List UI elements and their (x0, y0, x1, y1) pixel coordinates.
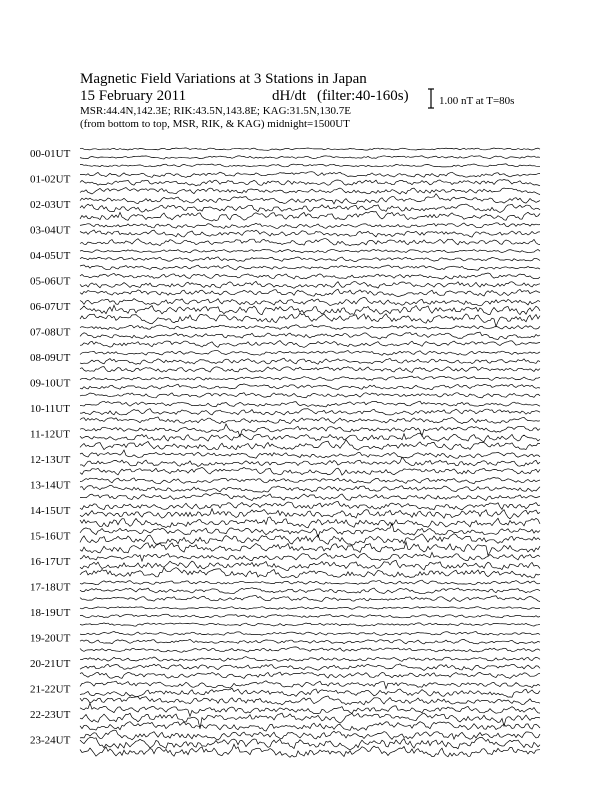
trace-kag (80, 501, 540, 509)
hour-label: 15-16UT (30, 530, 71, 543)
hour-label: 22-23UT (30, 709, 71, 721)
trace-rik (80, 664, 540, 671)
trace-rik (80, 156, 540, 159)
trace-msr (80, 440, 540, 450)
trace-msr (80, 341, 540, 348)
trace-kag (80, 478, 540, 484)
chart-date: 15 February 2011 (80, 88, 187, 104)
trace-rik (80, 433, 540, 442)
hour-label: 23-24UT (30, 734, 71, 747)
trace-kag (80, 223, 540, 229)
trace-rik (80, 257, 540, 262)
trace-kag (80, 657, 540, 662)
hour-label: 18-19UT (30, 607, 71, 619)
hour-label: 05-06UT (30, 275, 71, 288)
trace-rik (80, 384, 540, 390)
hour-label: 14-15UT (30, 505, 71, 517)
hour-label: 12-13UT (30, 454, 71, 466)
trace-kag (80, 681, 540, 689)
trace-kag (80, 424, 540, 437)
hour-label: 11-12UT (30, 428, 70, 441)
trace-rik (80, 509, 540, 519)
hour-label: 03-04UT (30, 224, 71, 237)
trace-rik (80, 614, 540, 618)
trace-msr (80, 568, 540, 578)
trace-kag (80, 194, 540, 204)
trace-rik (80, 332, 540, 339)
trace-kag (80, 376, 540, 380)
trace-msr (80, 623, 540, 626)
trace-rik (80, 230, 540, 237)
trace-rik (80, 457, 540, 466)
trace-order-note: (from bottom to top, MSR, RIK, & KAG) midnight=1500UT (80, 118, 350, 130)
trace-msr (80, 393, 540, 398)
trace-msr (80, 596, 540, 602)
trace-msr (80, 672, 540, 678)
trace-msr (80, 696, 540, 705)
trace-rik (80, 713, 540, 729)
trace-kag (80, 148, 540, 151)
hour-label: 07-08UT (30, 326, 71, 339)
trace-rik (80, 281, 540, 288)
trace-rik (80, 560, 540, 570)
trace-rik (80, 485, 540, 492)
trace-kag (80, 325, 540, 330)
station-list: MSR:44.4N,142.3E; RIK:43.5N,143.8E; KAG:31.5N,130.7E (80, 105, 352, 117)
trace-rik (80, 534, 540, 545)
hour-label: 21-22UT (30, 683, 71, 696)
trace-rik (80, 180, 540, 186)
trace-kag (80, 273, 540, 279)
hour-label: 00-01UT (30, 148, 71, 160)
chart-filter: (filter:40-160s) (317, 88, 409, 104)
trace-msr (80, 417, 540, 424)
hour-label: 16-17UT (30, 556, 71, 568)
trace-rik (80, 588, 540, 594)
trace-rik (80, 204, 540, 213)
hour-label: 06-07UT (30, 301, 71, 313)
hour-label: 01-02UT (30, 173, 71, 186)
trace-kag (80, 703, 540, 716)
hour-label: 20-21UT (30, 658, 71, 670)
trace-msr (80, 265, 540, 270)
scale-bar (428, 89, 434, 108)
trace-kag (80, 249, 540, 252)
trace-msr (80, 493, 540, 501)
trace-msr (80, 517, 540, 528)
trace-kag (80, 730, 540, 740)
trace-msr (80, 188, 540, 195)
hour-label: 08-09UT (30, 352, 71, 364)
trace-rik (80, 639, 540, 644)
trace-rik (80, 358, 540, 364)
trace-kag (80, 580, 540, 585)
hour-label: 17-18UT (30, 581, 71, 594)
trace-kag (80, 297, 540, 306)
trace-kag (80, 401, 540, 407)
trace-msr (80, 467, 540, 475)
trace-kag (80, 552, 540, 561)
trace-kag (80, 172, 540, 178)
trace-msr (80, 313, 540, 326)
trace-msr (80, 164, 540, 167)
trace-msr (80, 722, 540, 732)
hour-label: 19-20UT (30, 632, 71, 645)
trace-msr (80, 239, 540, 246)
scale-bar-label: 1.00 nT at T=80s (439, 95, 515, 107)
trace-msr (80, 367, 540, 373)
trace-kag (80, 607, 540, 610)
trace-kag (80, 632, 540, 636)
hour-label: 02-03UT (30, 199, 71, 211)
chart-component: dH/dt (272, 88, 307, 104)
trace-rik (80, 688, 540, 697)
trace-msr (80, 542, 540, 555)
hour-label: 13-14UT (30, 479, 71, 492)
trace-msr (80, 647, 540, 652)
trace-rik (80, 409, 540, 415)
hour-label: 10-11UT (30, 403, 70, 415)
trace-msr (80, 211, 540, 221)
chart-title: Magnetic Field Variations at 3 Stations in Japan (80, 71, 367, 87)
hour-label: 09-10UT (30, 377, 71, 390)
trace-kag (80, 450, 540, 458)
hour-label: 04-05UT (30, 250, 71, 262)
trace-rik (80, 305, 540, 315)
trace-msr (80, 289, 540, 296)
trace-kag (80, 350, 540, 355)
